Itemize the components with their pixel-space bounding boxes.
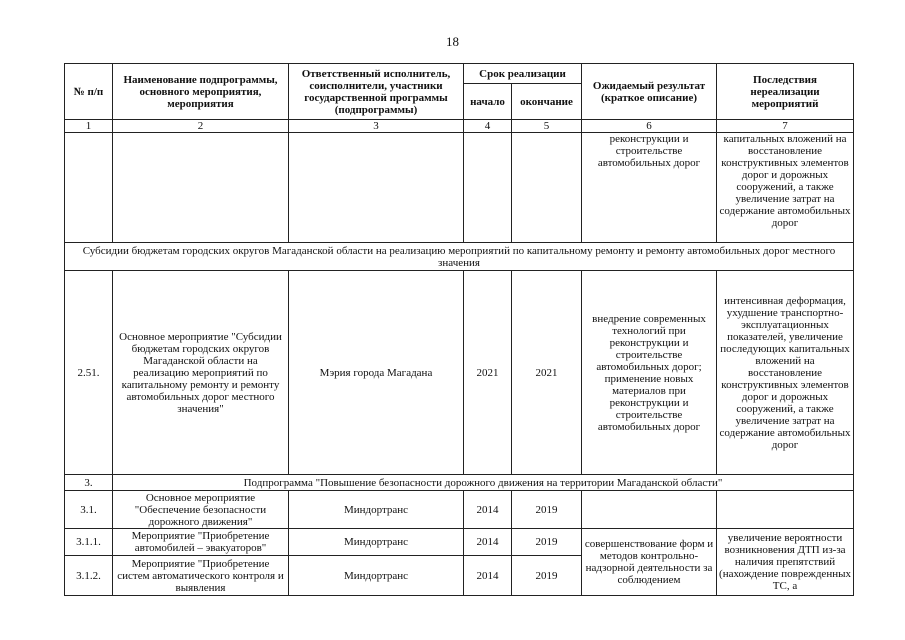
- row-executor: Миндортранс: [289, 491, 464, 529]
- header-start: начало: [464, 84, 512, 120]
- cell-empty: [464, 133, 512, 243]
- col-number-3: 3: [289, 120, 464, 133]
- header-row-1: [65, 64, 854, 84]
- cell-empty: [512, 133, 582, 243]
- header-end: окончание: [512, 84, 582, 120]
- row-name: Основное мероприятие "Субсидии бюджетам городских округов Магаданской области на реализацию мероприятий по капитальному ремонту и ремонту автомобильных дорог местного значения": [113, 271, 289, 475]
- shared-consequences: увеличение вероятности возникновения ДТП из-за наличия препятствий (нахождение поврежденных ТС, а: [717, 529, 854, 596]
- row-result: внедрение современных технологий при реконструкции и строительстве автомобильных дорог; применение новых материалов при реконструкции и строительстве автомобильных дорог: [582, 271, 717, 475]
- row-end-year: 2019: [512, 556, 582, 596]
- column-numbers-row: [65, 120, 854, 133]
- row-end-year: 2021: [512, 271, 582, 475]
- header-num: № п/п: [65, 64, 113, 120]
- row-start-year: 2021: [464, 271, 512, 475]
- row-end-year: 2019: [512, 529, 582, 556]
- cell-empty: [65, 133, 113, 243]
- page-number: 18: [446, 34, 459, 49]
- col-number-1: 1: [65, 120, 113, 133]
- header-result: Ожидаемый результат (краткое описание): [582, 64, 717, 120]
- shared-result: совершенствование форм и методов контрольно-надзорной деятельности за соблюдением: [582, 529, 717, 596]
- row-start-year: 2014: [464, 529, 512, 556]
- cell-empty: [113, 133, 289, 243]
- row-name: Мероприятие "Приобретение автомобилей – эвакуаторов": [113, 529, 289, 556]
- row-name: Основное мероприятие "Обеспечение безопасности дорожного движения": [113, 491, 289, 529]
- row-start-year: 2014: [464, 556, 512, 596]
- row-end-year: 2019: [512, 491, 582, 529]
- header-consequences: Последствия нереализации мероприятий: [717, 64, 854, 120]
- header-executor: Ответственный исполнитель, соисполнители, участники государственной программы (подпрограммы): [289, 64, 464, 120]
- program-table: [64, 63, 854, 596]
- cell-empty: [582, 491, 717, 529]
- col-number-2: 2: [113, 120, 289, 133]
- col-number-6: 6: [582, 120, 717, 133]
- col-number-4: 4: [464, 120, 512, 133]
- section-title-subsidies: Субсидии бюджетам городских округов Магаданской области на реализацию мероприятий по капитальному ремонту и ремонту автомобильных дорог местного значения: [65, 243, 854, 271]
- row-start-year: 2014: [464, 491, 512, 529]
- table-row-2-51: [65, 271, 854, 475]
- row-name: Мероприятие "Приобретение систем автоматического контроля и выявления: [113, 556, 289, 596]
- row-executor: Миндортранс: [289, 556, 464, 596]
- cell-empty: [717, 491, 854, 529]
- row-executor: Мэрия города Магадана: [289, 271, 464, 475]
- row-executor: Миндортранс: [289, 529, 464, 556]
- row-number: 3.: [65, 475, 113, 491]
- cell-empty: [289, 133, 464, 243]
- header-name: Наименование подпрограммы, основного мероприятия, мероприятия: [113, 64, 289, 120]
- subprogram-title: Подпрограмма "Повышение безопасности дорожного движения на территории Магаданской области": [113, 475, 854, 491]
- row-consequences: интенсивная деформация, ухудшение транспортно-эксплуатационных показателей, увеличение последующих капитальных вложений на восстановление конструктивных элементов дорог и дорожных сооружений, а также увеличение затрат на содержание автомобильных дорог: [717, 271, 854, 475]
- col-number-5: 5: [512, 120, 582, 133]
- row-number: 3.1.: [65, 491, 113, 529]
- row-number: 3.1.2.: [65, 556, 113, 596]
- header-term: Срок реализации: [464, 64, 582, 84]
- continued-result: реконструкции и строительстве автомобильных дорог: [582, 133, 717, 243]
- row-number: 3.1.1.: [65, 529, 113, 556]
- section-row-subsidies: [65, 243, 854, 271]
- table-row-continued: [65, 133, 854, 243]
- col-number-7: 7: [717, 120, 854, 133]
- section-row-3: [65, 475, 854, 491]
- table-row-3-1-1: [65, 529, 854, 556]
- row-number: 2.51.: [65, 271, 113, 475]
- table-row-3-1: [65, 491, 854, 529]
- continued-consequences: капитальных вложений на восстановление конструктивных элементов дорог и дорожных сооружений, а также увеличение затрат на содержание автомобильных дорог: [717, 133, 854, 243]
